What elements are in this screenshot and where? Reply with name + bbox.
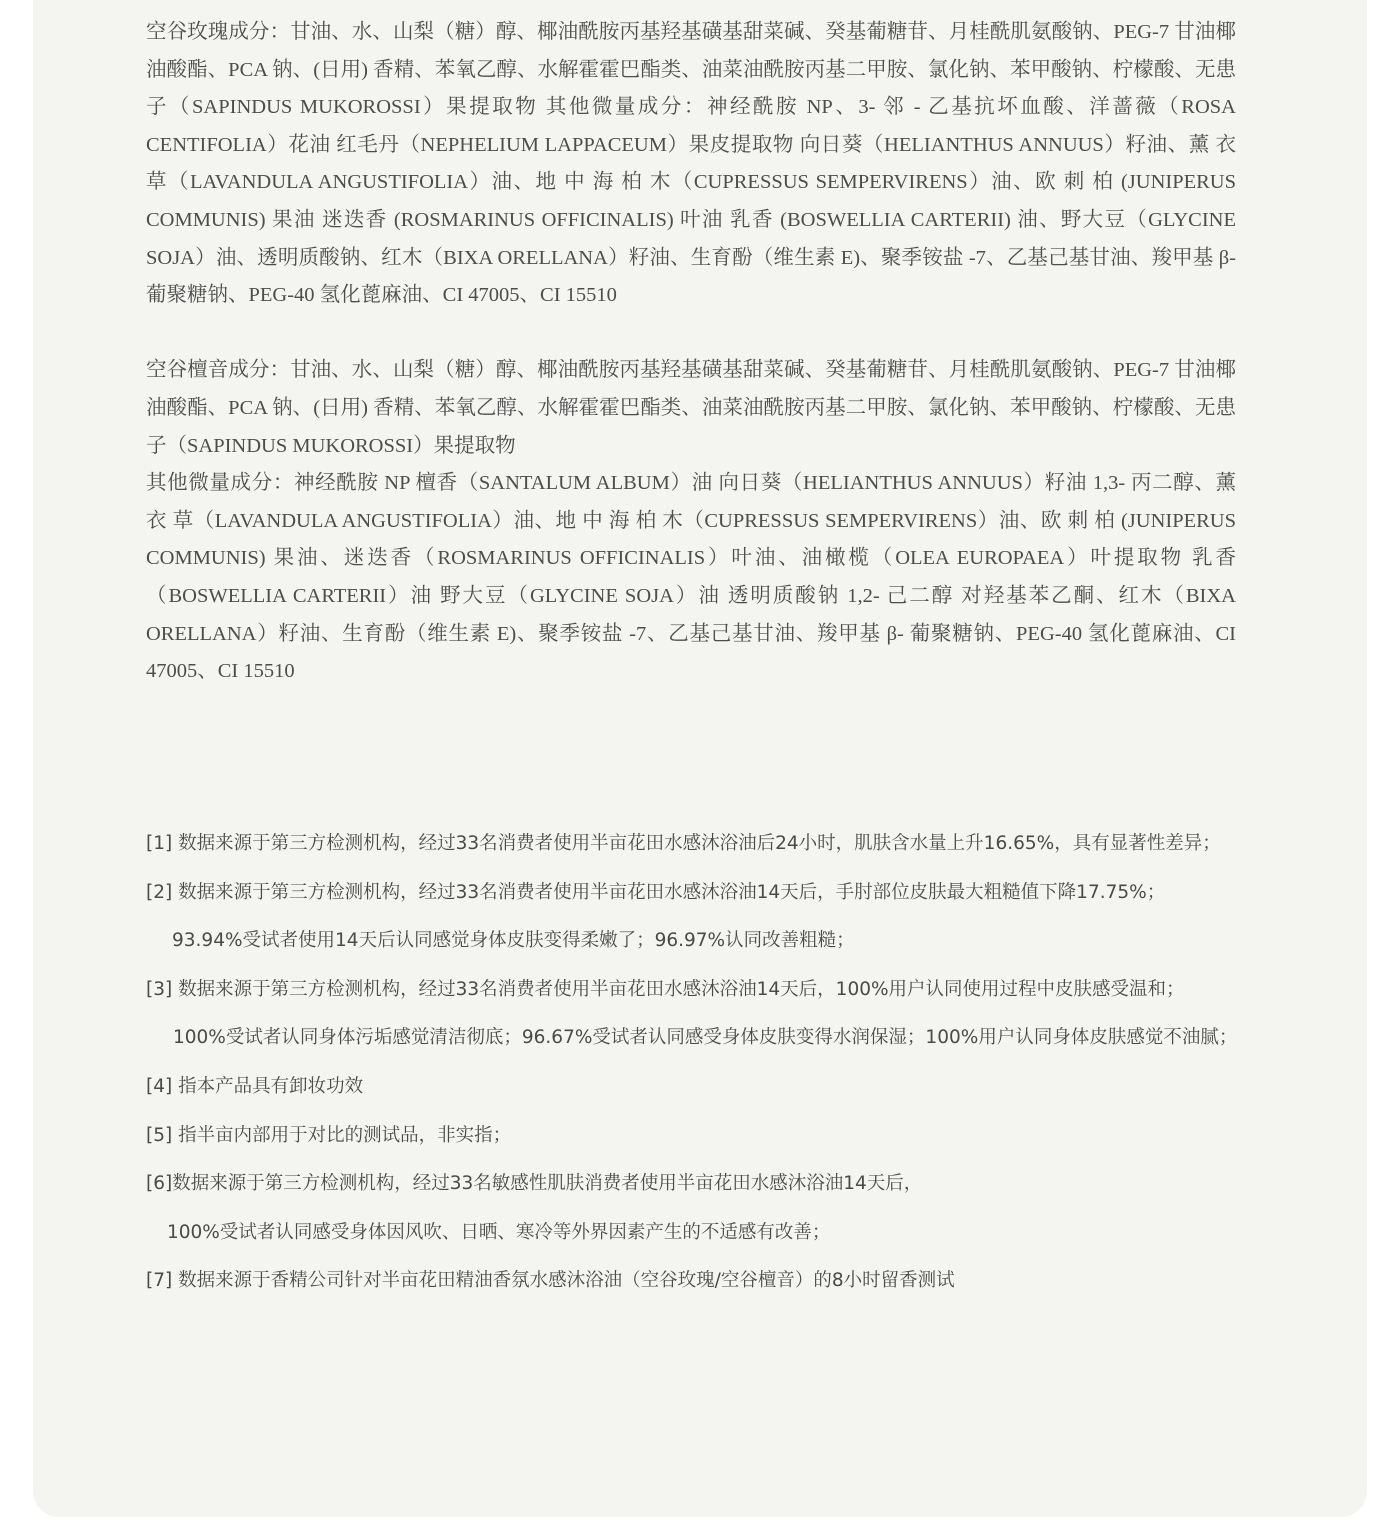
footnotes-section	[146, 827, 1326, 1313]
footnote-7: [7] 数据来源于香精公司针对半亩花田精油香氛水感沐浴油（空谷玫瑰/空谷檀音）的8小时留香测试	[146, 1270, 955, 1292]
footnote-2-continued: 93.94%受试者使用14天后认同感觉身体皮肤变得柔嫩了；96.97%认同改善粗糙；	[172, 930, 855, 952]
footnote-2: [2] 数据来源于第三方检测机构，经过33名消费者使用半亩花田水感沐浴油14天后，手肘部位皮肤最大粗糙值下降17.75%；	[146, 881, 1166, 903]
ingredients-section	[146, 14, 1236, 691]
sandalwood-ingredients-minor: 其他微量成分：神经酰胺 NP 檀香（SANTALUM ALBUM）油 向日葵（HELIANTHUS ANNUUS）籽油 1,3- 丙二醇、薰 衣 草（LAVANDULA ANGUSTIFOLIA）油、地 中 海 柏 木（CUPRESSUS SEMPERVIRENS）油、欧 刺 柏 (JUNIPERUS COMMUNIS) 果油、迷迭香（ROSMARINUS OFFICINALIS）叶油、油橄榄（OLEA EUROPAEA）叶提取物 乳香（BOSWELLIA CARTERII）油 野大豆（GLYCINE SOJA）油 透明质酸钠 1,2- 己二醇 对羟基苯乙酮、红木（BIXA ORELLANA）籽油、生育酚（维生素 E)、聚季铵盐 -7、乙基己基甘油、羧甲基 β- 葡聚糖钠、PEG-40 氢化蓖麻油、CI 47005、CI 15510	[146, 472, 1236, 683]
footnote-3-continued: 100%受试者认同身体污垢感觉清洁彻底；96.67%受试者认同感受身体皮肤变得水润保湿；100%用户认同身体皮肤感觉不油腻；	[173, 1027, 1238, 1049]
footnote-5: [5] 指半亩内部用于对比的测试品，非实指；	[146, 1124, 512, 1146]
rose-ingredients-text: 空谷玫瑰成分：甘油、水、山梨（糖）醇、椰油酰胺丙基羟基磺基甜菜碱、癸基葡糖苷、月桂酰肌氨酸钠、PEG-7 甘油椰油酸酯、PCA 钠、(日用) 香精、苯氧乙醇、水解霍霍巴酯类、油菜油酰胺丙基二甲胺、氯化钠、苯甲酸钠、柠檬酸、无患子（SAPINDUS MUKOROSSI）果提取物 其他微量成分：神经酰胺 NP、3- 邻 - 乙基抗坏血酸、洋蔷薇（ROSA CENTIFOLIA）花油 红毛丹（NEPHELIUM LAPPACEUM）果皮提取物 向日葵（HELIANTHUS ANNUUS）籽油、薰 衣 草（LAVANDULA ANGUSTIFOLIA）油、地 中 海 柏 木（CUPRESSUS SEMPERVIRENS）油、欧 刺 柏 (JUNIPERUS COMMUNIS) 果油 迷迭香 (ROSMARINUS OFFICINALIS) 叶油 乳香 (BOSWELLIA CARTERII) 油、野大豆（GLYCINE SOJA）油、透明质酸钠、红木（BIXA ORELLANA）籽油、生育酚（维生素 E)、聚季铵盐 -7、乙基己基甘油、羧甲基 β- 葡聚糖钠、PEG-40 氢化蓖麻油、CI 47005、CI 15510	[146, 21, 1236, 307]
footnote-6: [6]数据来源于第三方检测机构，经过33名敏感性肌肤消费者使用半亩花田水感沐浴油14天后，	[146, 1173, 923, 1195]
footnote-4: [4] 指本产品具有卸妆功效	[146, 1075, 364, 1097]
sandalwood-ingredients	[146, 352, 1236, 690]
sandalwood-ingredients-main: 空谷檀音成分：甘油、水、山梨（糖）醇、椰油酰胺丙基羟基磺基甜菜碱、癸基葡糖苷、月桂酰肌氨酸钠、PEG-7 甘油椰油酸酯、PCA 钠、(日用) 香精、苯氧乙醇、水解霍霍巴酯类、油菜油酰胺丙基二甲胺、氯化钠、苯甲酸钠、柠檬酸、无患子（SAPINDUS MUKOROSSI）果提取物	[146, 359, 1236, 457]
footnote-1: [1] 数据来源于第三方检测机构，经过33名消费者使用半亩花田水感沐浴油后24小时，肌肤含水量上升16.65%，具有显著性差异；	[146, 833, 1221, 854]
footnote-6-continued: 100%受试者认同感受身体因风吹、日晒、寒冷等外界因素产生的不适感有改善；	[167, 1221, 831, 1243]
footnote-3: [3] 数据来源于第三方检测机构，经过33名消费者使用半亩花田水感沐浴油14天后，100%用户认同使用过程中皮肤感受温和；	[146, 978, 1185, 1000]
rose-ingredients	[146, 14, 1236, 315]
